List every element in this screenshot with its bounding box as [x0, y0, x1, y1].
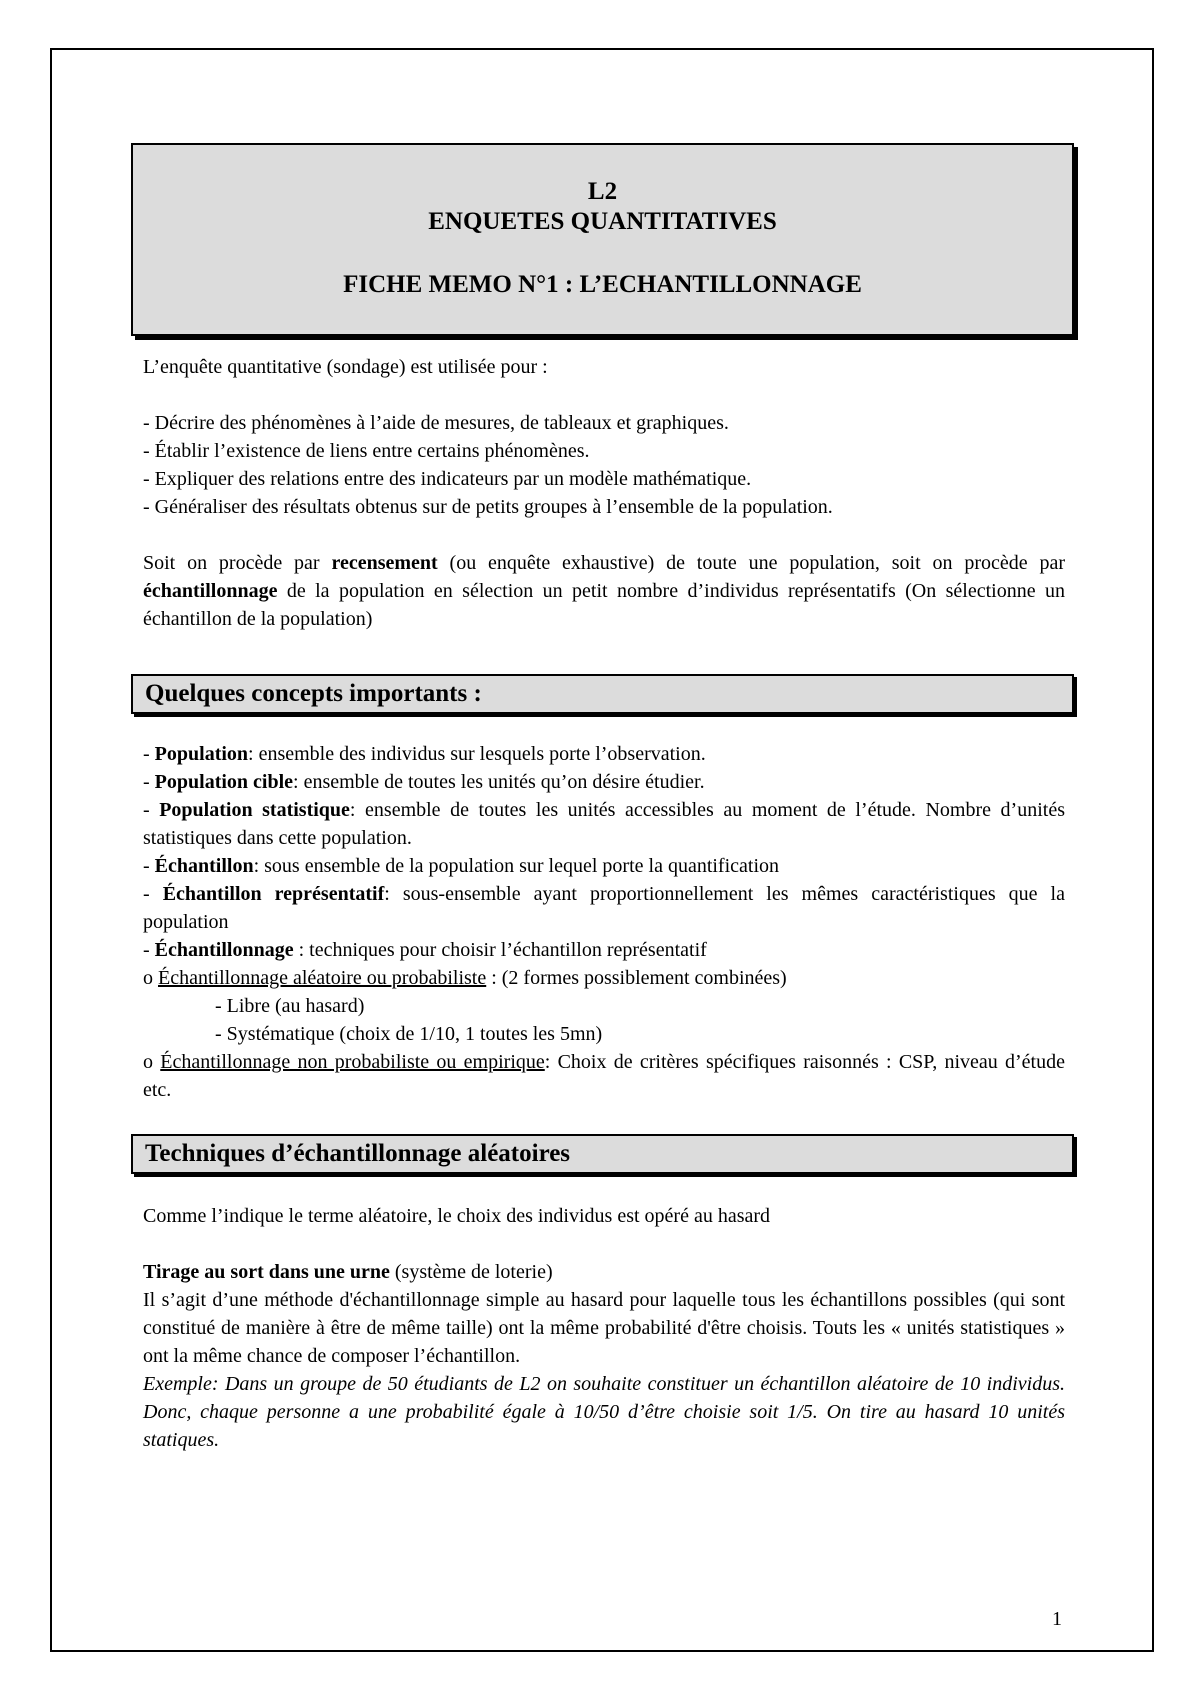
techniques-lead: Comme l’indique le terme aléatoire, le choix des individus est opéré au hasard — [143, 1205, 771, 1227]
sampling-subtype: - Systématique (choix de 1/10, 1 toutes les 5mn) — [215, 1023, 603, 1045]
page-number: 1 — [1052, 1608, 1062, 1630]
memo-title: FICHE MEMO N°1 : L’ECHANTILLONNAGE — [343, 271, 862, 298]
intro-bullet: - Décrire des phénomènes à l’aide de mesures, de tableaux et graphiques. — [143, 412, 729, 434]
course-title: ENQUETES QUANTITATIVES — [428, 208, 777, 235]
concepts-list — [143, 740, 1065, 1104]
sampling-subtype: - Libre (au hasard) — [215, 995, 365, 1017]
intro-section — [143, 353, 1065, 633]
section-heading-techniques: Techniques d’échantillonnage aléatoires — [131, 1134, 1074, 1174]
title-box — [131, 143, 1074, 336]
concept-item: - Population: ensemble des individus sur lesquels porte l’observation. — [143, 743, 706, 765]
concept-item: - Échantillon: sous ensemble de la population sur lequel porte la quantification — [143, 855, 780, 877]
sampling-probabilistic: o Échantillonnage aléatoire ou probabiliste : (2 formes possiblement combinées) — [143, 967, 787, 989]
intro-bullet: - Établir l’existence de liens entre certains phénomènes. — [143, 440, 590, 462]
intro-bullet: - Expliquer des relations entre des indicateurs par un modèle mathématique. — [143, 468, 752, 490]
concept-item: - Échantillon représentatif: sous-ensemble ayant proportionnellement les mêmes caractéristiques que la population — [143, 883, 1065, 933]
intro-paragraph: Soit on procède par recensement (ou enquête exhaustive) de toute une population, soit on procède par échantillonnage de la population en sélection un petit nombre d’individus représentatifs (On sélectionne un échantillon de la population) — [143, 552, 1065, 630]
tirage-body: Il s’agit d’une méthode d'échantillonnage simple au hasard pour laquelle tous les échantillons possibles (qui sont constitué de manière à être de même taille) ont la même probabilité d'être choisis. Touts les « unités statistiques » ont la même chance de composer l’échantillon. — [143, 1289, 1065, 1367]
section-heading-concepts: Quelques concepts importants : — [131, 674, 1074, 714]
intro-lead: L’enquête quantitative (sondage) est utilisée pour : — [143, 356, 548, 378]
intro-bullet: - Généraliser des résultats obtenus sur de petits groupes à l’ensemble de la population. — [143, 496, 833, 518]
course-level: L2 — [587, 178, 618, 205]
techniques-section — [143, 1202, 1065, 1454]
tirage-heading: Tirage au sort dans une urne (système de loterie) — [143, 1261, 553, 1283]
concept-item: - Population cible: ensemble de toutes les unités qu’on désire étudier. — [143, 771, 705, 793]
concept-item: - Population statistique: ensemble de toutes les unités accessibles au moment de l’étude. Nombre d’unités statistiques dans cette population. — [143, 799, 1065, 849]
tirage-example: Exemple: Dans un groupe de 50 étudiants de L2 on souhaite constituer un échantillon aléatoire de 10 individus. Donc, chaque personne a une probabilité égale à 10/50 d’être choisie soit 1/5. On tire au hasard 10 unités statiques. — [143, 1373, 1065, 1451]
concept-item: - Échantillonnage : techniques pour choisir l’échantillon représentatif — [143, 939, 707, 961]
sampling-empirical: o Échantillonnage non probabiliste ou empirique: Choix de critères spécifiques raisonnés : CSP, niveau d’étude etc. — [143, 1051, 1065, 1101]
